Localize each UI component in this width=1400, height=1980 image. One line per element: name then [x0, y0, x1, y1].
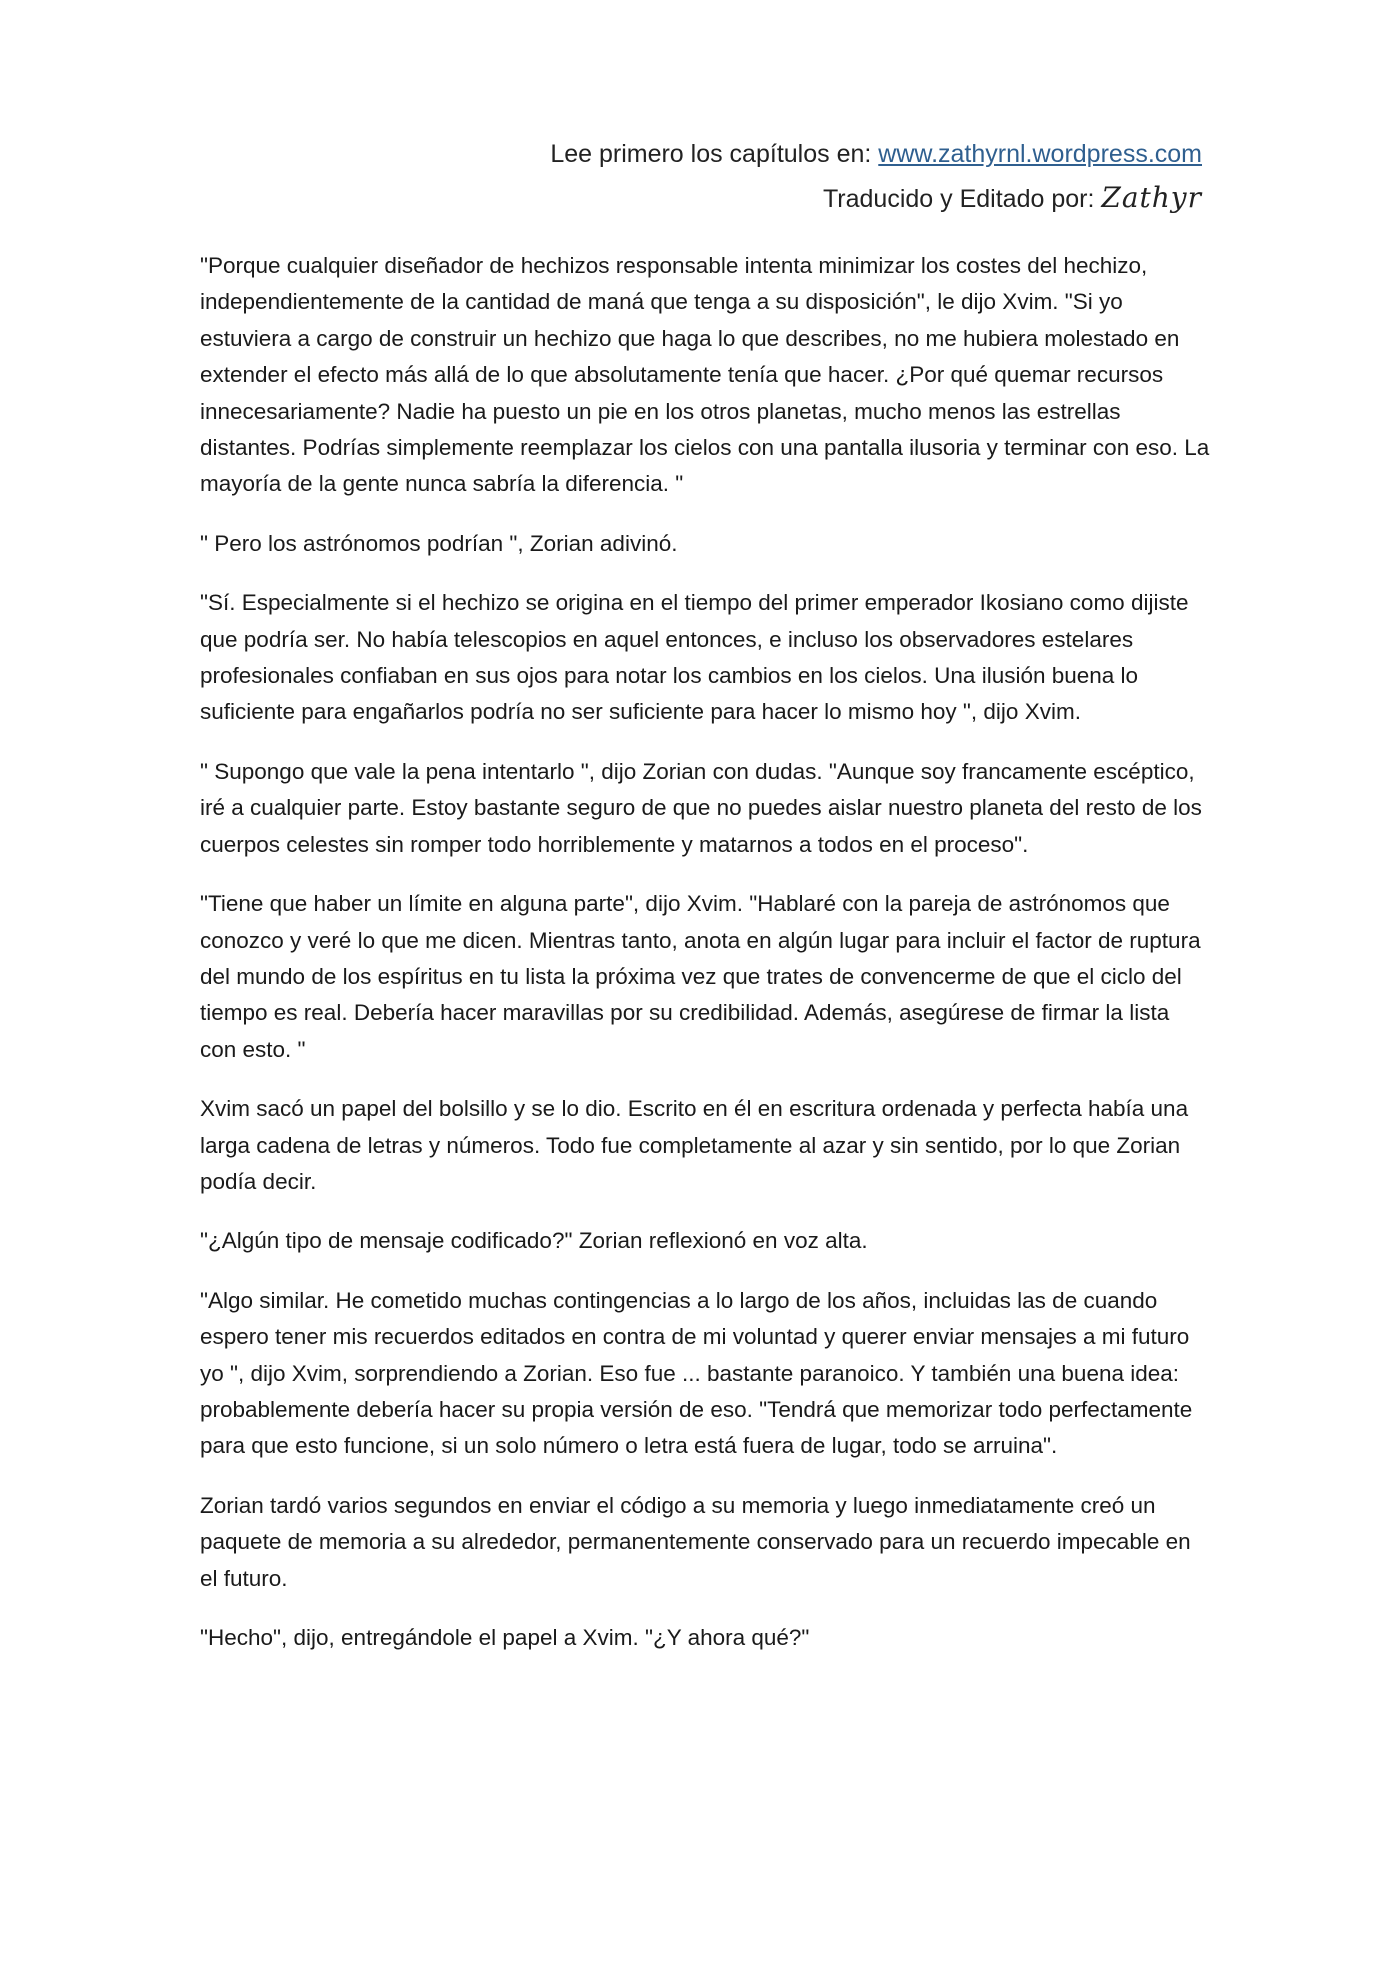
- paragraph: "Tiene que haber un límite en alguna parte", dijo Xvim. "Hablaré con la pareja de astrónomos que conozco y veré lo que me dicen. Mientras tanto, anota en algún lugar para incluir el factor de ruptura del mundo de los espíritus en tu lista la próxima vez que trates de convencerme de que el ciclo del tiempo es real. Debería hacer maravillas por su credibilidad. Además, asegúrese de firmar la lista con esto. ": [200, 891, 1201, 1062]
- paragraph: "Hecho", dijo, entregándole el papel a Xvim. "¿Y ahora qué?": [200, 1625, 810, 1650]
- paragraph: "¿Algún tipo de mensaje codificado?" Zorian reflexionó en voz alta.: [200, 1228, 868, 1254]
- translator-signature: Zathyr: [1101, 181, 1202, 214]
- chapter-body: [200, 248, 1210, 1679]
- paragraph: " Pero los astrónomos podrían ", Zorian adivinó.: [200, 530, 678, 556]
- paragraph: "Sí. Especialmente si el hechizo se origina en el tiempo del primer emperador Ikosiano como dijiste que podría ser. No había telescopios en aquel entonces, e incluso los observadores estelares profesionales confiaban en sus ojos para notar los cambios en los cielos. Una ilusión buena lo suficiente para engañarlos podría no ser suficiente para hacer lo mismo hoy ", dijo Xvim.: [200, 590, 1189, 725]
- paragraph: " Supongo que vale la pena intentarlo ", dijo Zorian con dudas. "Aunque soy francamente escéptico, iré a cualquier parte. Estoy bastante seguro de que no puedes aislar nuestro planeta del resto de los cuerpos celestes sin romper todo horriblemente y matarnos a todos en el proceso".: [200, 758, 1202, 857]
- paragraph: "Algo similar. He cometido muchas contingencias a lo largo de los años, incluidas las de cuando espero tener mis recuerdos editados en contra de mi voluntad y querer enviar mensajes a mi futuro yo ", dijo Xvim, sorprendiendo a Zorian. Eso fue ... bastante paranoico. Y también una buena idea: probablemente debería hacer su propia versión de eso. "Tendrá que memorizar todo perfectamente para que esto funcione, si un solo número o letra está fuera de lugar, todo se arruina".: [200, 1287, 1193, 1459]
- paragraph: Xvim sacó un papel del bolsillo y se lo dio. Escrito en él en escritura ordenada y perfecta había una larga cadena de letras y números. Todo fue completamente al azar y sin sentido, por lo que Zorian podía decir.: [200, 1096, 1189, 1194]
- header-source-line: [550, 132, 1202, 176]
- site-link[interactable]: www.zathyrnl.wordpress.com: [878, 140, 1202, 168]
- read-first-label: Lee primero los capítulos en:: [550, 140, 872, 168]
- translated-by-label: Traducido y Editado por:: [822, 185, 1095, 213]
- paragraph: Zorian tardó varios segundos en enviar el código a su memoria y luego inmediatamente creó un paquete de memoria a su alrededor, permanentemente conservado para un recuerdo impecable en el futuro.: [200, 1492, 1191, 1591]
- paragraph: "Porque cualquier diseñador de hechizos responsable intenta minimizar los costes del hechizo, independientemente de la cantidad de maná que tenga a su disposición", le dijo Xvim. "Si yo estuviera a cargo de construir un hechizo que haga lo que describes, no me hubiera molestado en extender el efecto más allá de lo que absolutamente tenía que hacer. ¿Por qué quemar recursos innecesariamente? Nadie ha puesto un pie en los otros planetas, mucho menos las estrellas distantes. Podrías simplemente reemplazar los cielos con una pantalla ilusoria y terminar con eso. La mayoría de la gente nunca sabría la diferencia. ": [200, 253, 1210, 497]
- page-header: [550, 132, 1202, 221]
- header-credit-line: [550, 176, 1202, 221]
